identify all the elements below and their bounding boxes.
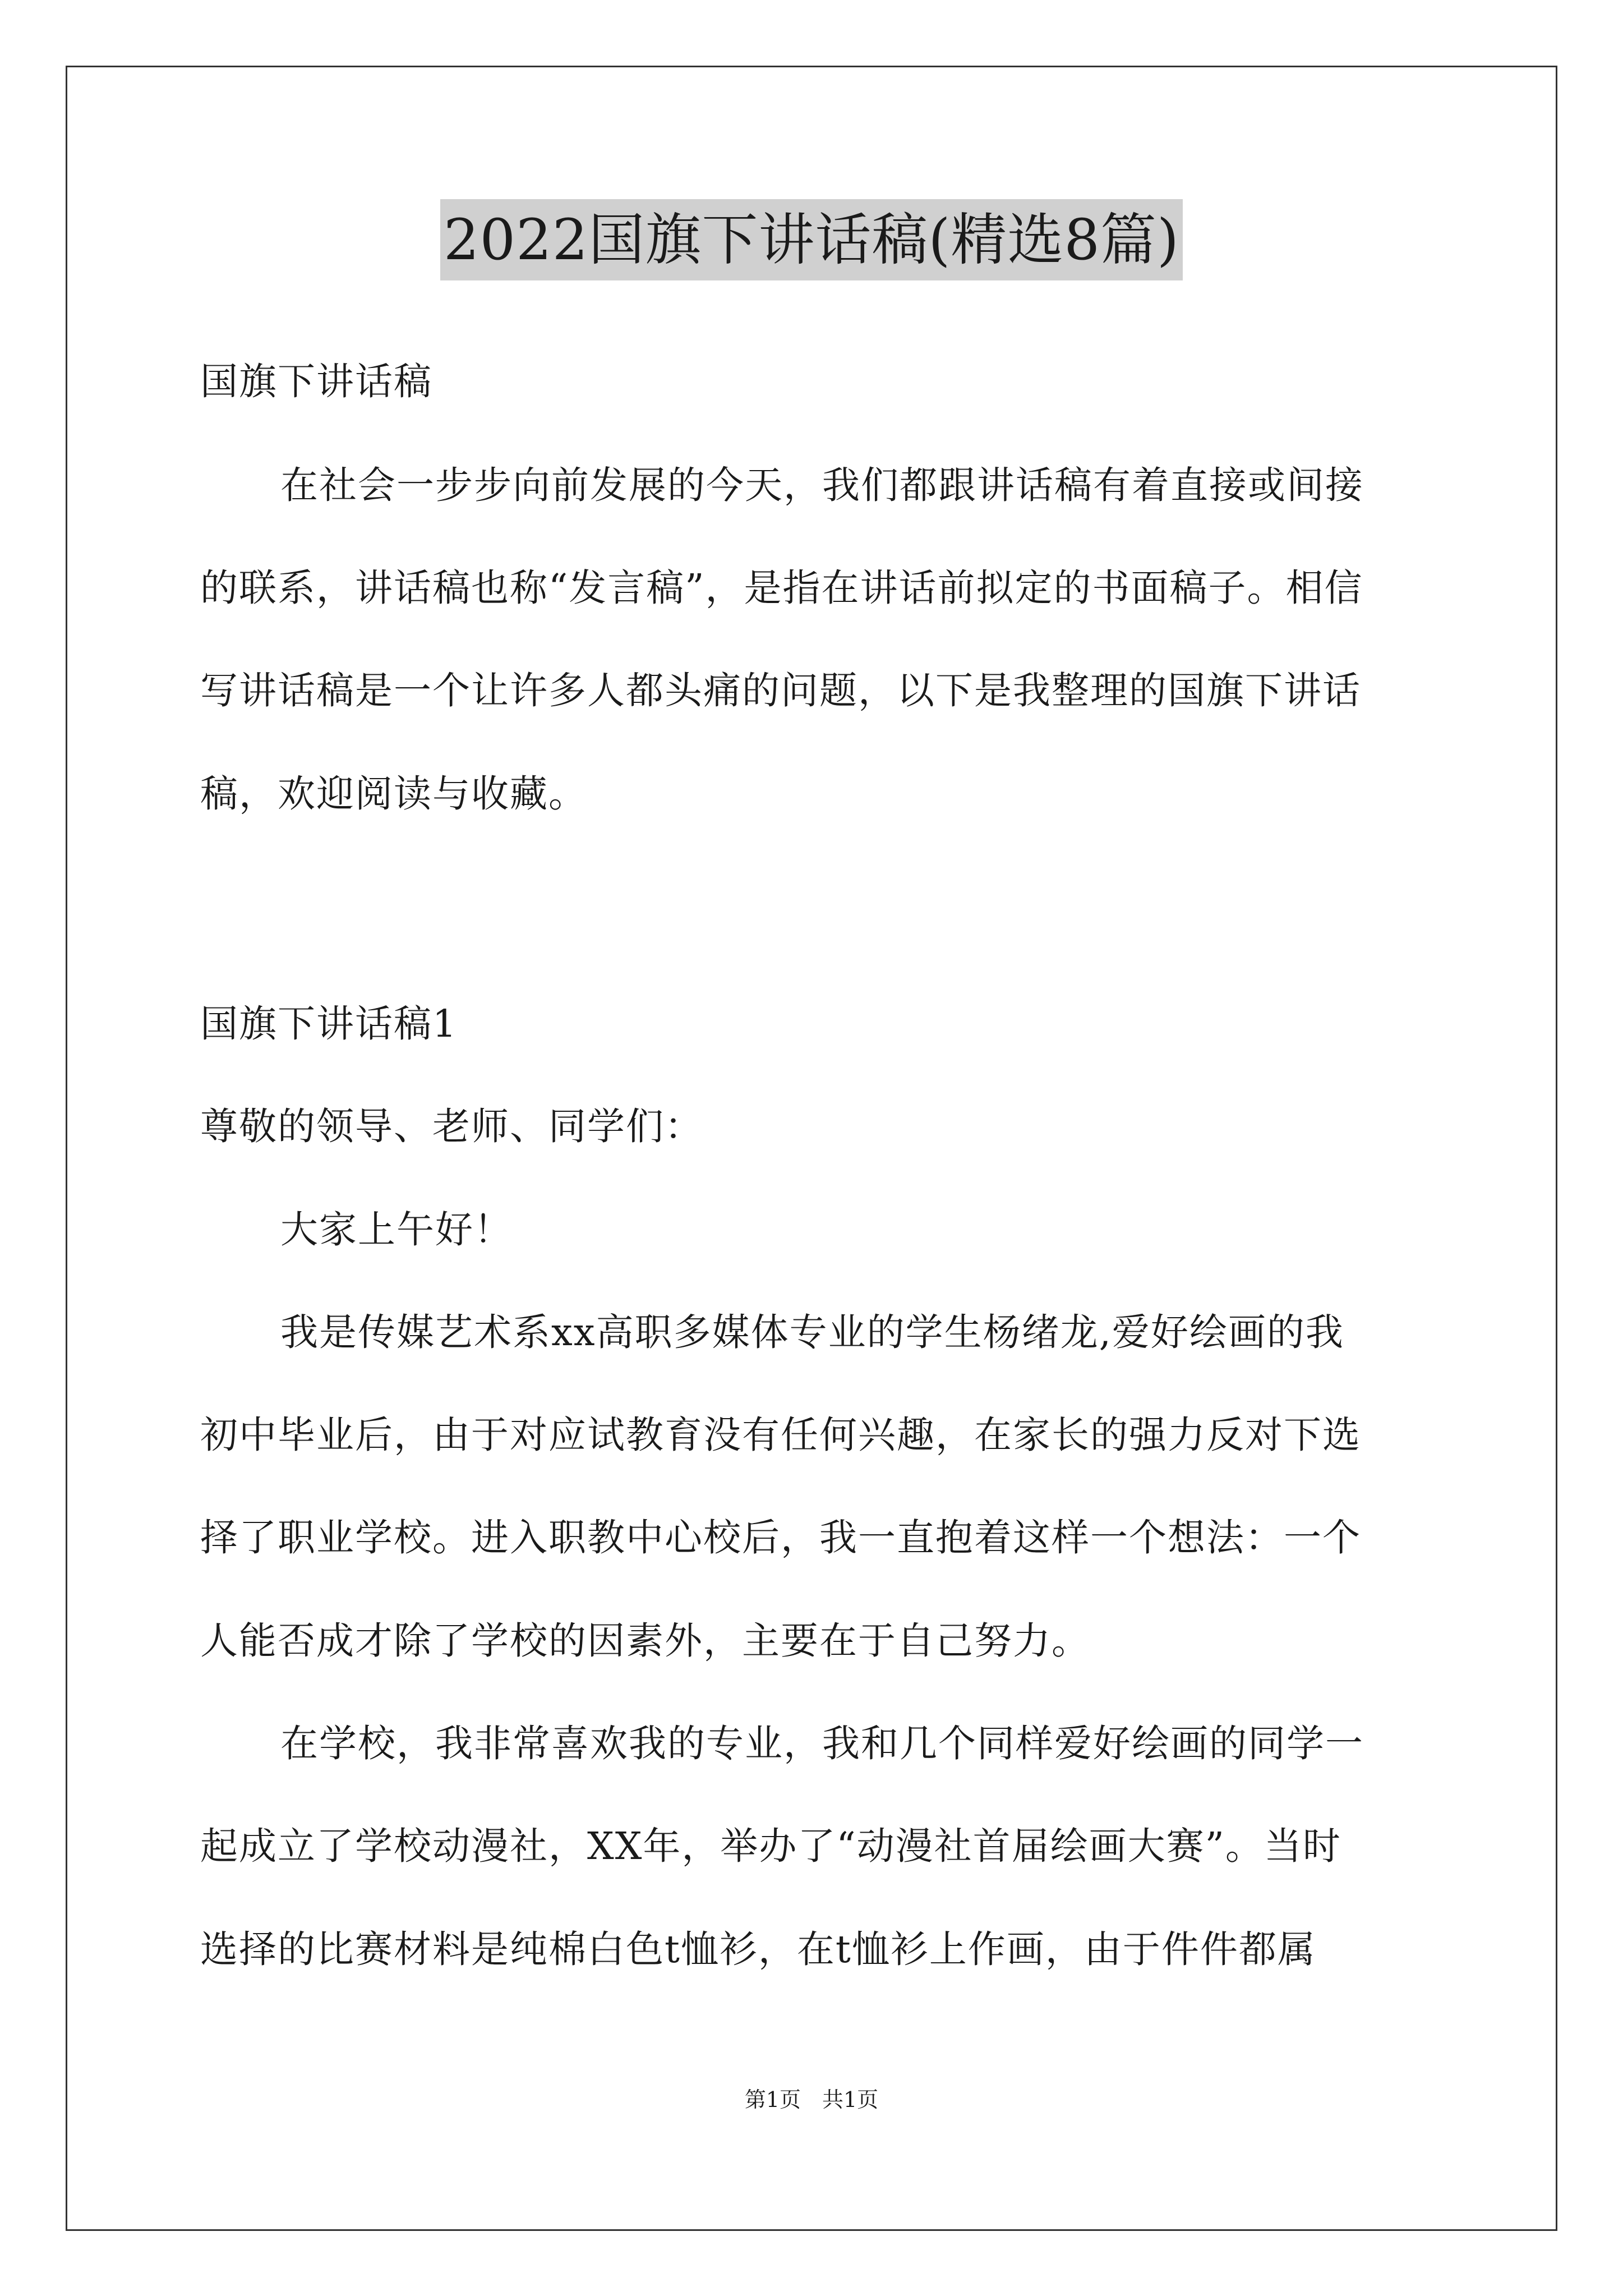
intro-line: 写讲话稿是一个让许多人都头痛的问题，以下是我整理的国旗下讲话 <box>200 669 1361 712</box>
paragraph-line: 我是传媒艺术系xx高职多媒体专业的学生杨绪龙,爱好绘画的我 <box>280 1310 1344 1354</box>
title-container <box>0 199 1623 280</box>
paragraph-line: 在学校，我非常喜欢我的专业，我和几个同样爱好绘画的同学一 <box>280 1722 1364 1765</box>
greeting: 大家上午好！ <box>280 1208 513 1251</box>
paragraph-line: 起成立了学校动漫社，XX年，举办了“动漫社首届绘画大赛”。当时 <box>200 1824 1341 1868</box>
paragraph-line: 人能否成才除了学校的因素外，主要在于自己努力。 <box>200 1619 1090 1663</box>
intro-heading: 国旗下讲话稿 <box>200 360 432 403</box>
paragraph-line: 择了职业学校。进入职教中心校后，我一直抱着这样一个想法：一个 <box>200 1516 1361 1559</box>
page-footer: 第1页 共1页 <box>744 2087 879 2112</box>
salutation: 尊敬的领导、老师、同学们： <box>200 1105 703 1148</box>
paragraph-line: 选择的比赛材料是纯棉白色t恤衫，在t恤衫上作画，由于件件都属 <box>200 1927 1316 1971</box>
section-heading: 国旗下讲话稿1 <box>200 1002 458 1046</box>
paragraph-line: 初中毕业后，由于对应试教育没有任何兴趣，在家长的强力反对下选 <box>200 1413 1361 1457</box>
document-title: 2022国旗下讲话稿(精选8篇) <box>440 199 1183 280</box>
intro-line: 在社会一步步向前发展的今天，我们都跟讲话稿有着直接或间接 <box>280 463 1364 507</box>
intro-line: 的联系，讲话稿也称“发言稿”，是指在讲话前拟定的书面稿子。相信 <box>200 566 1363 610</box>
intro-line: 稿，欢迎阅读与收藏。 <box>200 772 587 816</box>
